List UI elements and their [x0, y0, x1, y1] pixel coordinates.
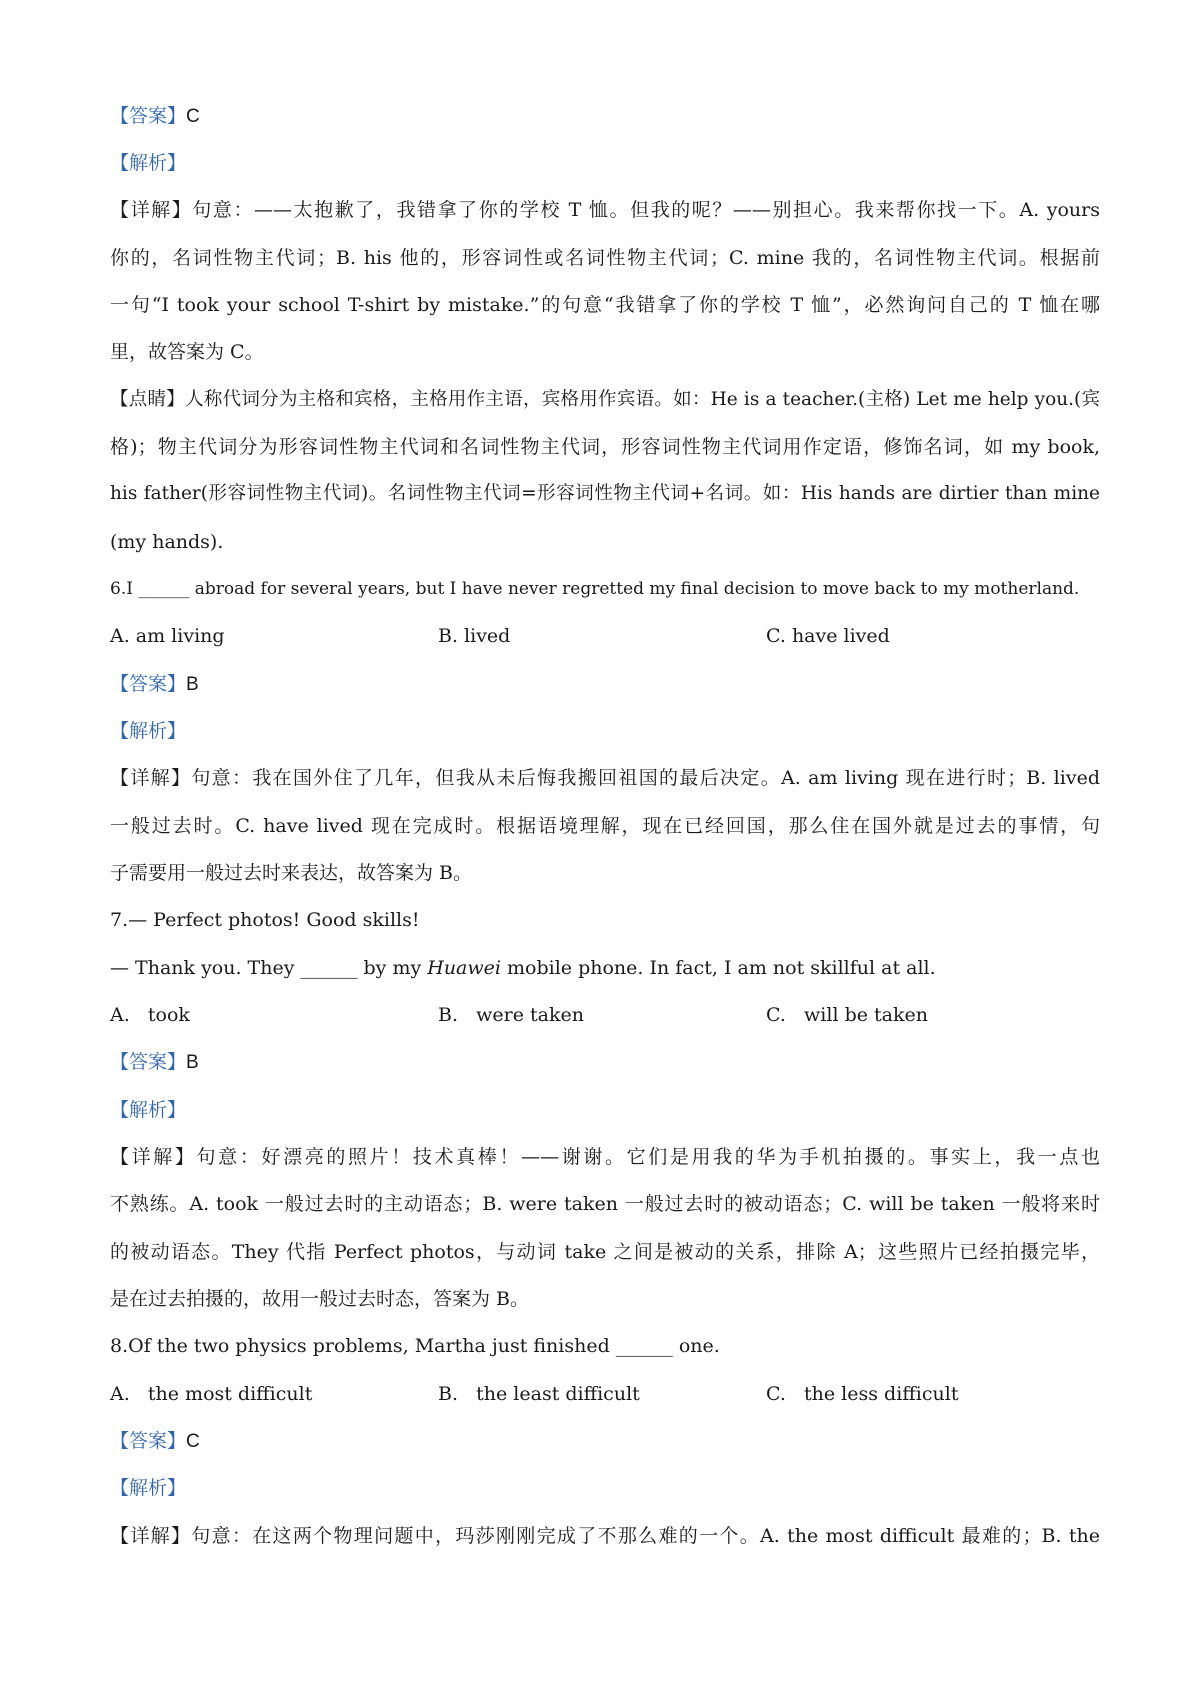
tip-line: 格)；物主代词分为形容词性物主代词和名词性物主代词，形容词性物主代词用作定语，修饰名词，如 my book,	[110, 436, 1100, 458]
option-letter: C.	[766, 1004, 786, 1026]
analysis-line	[110, 719, 1100, 743]
answer-value: C	[186, 1431, 200, 1452]
detail-text: 句意：在这两个物理问题中，玛莎刚刚完成了不那么难的一个。A. the most difficult 最难的；B. the	[191, 1525, 1100, 1547]
option-letter: A.	[110, 1004, 130, 1026]
detail-line: 你的，名词性物主代词；B. his 他的，形容词性或名词性物主代词；C. mine 我的，名词性物主代词。根据前	[110, 247, 1100, 269]
option-text: the least difficult	[476, 1383, 640, 1405]
tip-tag: 【点睛】	[110, 389, 186, 410]
answer-tag: 【答案】	[110, 1430, 187, 1452]
answer-value: C	[186, 106, 200, 127]
analysis-tag: 【解析】	[110, 1099, 187, 1121]
tip-line: (my hands).	[110, 531, 224, 553]
option-text: will be taken	[804, 1004, 928, 1026]
option-text: the most difficult	[147, 1383, 313, 1405]
analysis-line	[110, 151, 1100, 175]
analysis-tag: 【解析】	[110, 720, 187, 742]
answer-tag: 【答案】	[110, 105, 187, 127]
option-c: C. have lived	[766, 625, 890, 647]
analysis-line	[110, 1098, 1100, 1122]
detail-line: 子需要用一般过去时来表达，故答案为 B。	[110, 862, 473, 884]
option-c	[766, 1382, 958, 1406]
analysis-line	[110, 1476, 1100, 1500]
detail-line: 里，故答案为 C。	[110, 341, 264, 363]
analysis-tag: 【解析】	[110, 1477, 187, 1499]
question-stem-line-2	[110, 956, 1100, 980]
option-text: the less difficult	[804, 1383, 959, 1405]
detail-line: 一般过去时。C. have lived 现在完成时。根据语境理解，现在已经回国，那么住在国外就是过去的事情，句	[110, 815, 1100, 837]
option-a	[110, 1003, 190, 1027]
detail-text: 句意：好漂亮的照片！技术真棒！——谢谢。它们是用我的华为手机拍摄的。事实上，我一点也	[196, 1146, 1100, 1168]
detail-tag: 【详解】	[110, 199, 193, 221]
detail-tag: 【详解】	[110, 767, 192, 789]
option-text: were taken	[476, 1004, 584, 1026]
option-a: A. am living	[110, 625, 225, 647]
stem-italic: Huawei	[427, 957, 501, 979]
detail-line	[110, 766, 1100, 790]
answer-line	[110, 104, 1100, 129]
option-text: took	[147, 1004, 190, 1026]
answer-tag: 【答案】	[110, 673, 187, 695]
option-c	[766, 1003, 928, 1027]
option-letter: B.	[438, 1004, 459, 1026]
option-letter: A.	[110, 1383, 130, 1405]
option-b	[438, 1382, 640, 1406]
option-a	[110, 1382, 312, 1406]
option-b	[438, 1003, 584, 1027]
tip-text: 人称代词分为主格和宾格，主格用作主语，宾格用作宾语。如：He is a teacher.(主格) Let me help you.(宾	[185, 389, 1100, 410]
tip-line: his father(形容词性物主代词)。名词性物主代词=形容词性物主代词+名词。如：His hands are dirtier than mine	[110, 483, 1100, 504]
detail-tag: 【详解】	[110, 1525, 192, 1547]
answer-value: B	[186, 1052, 199, 1073]
detail-line: 不熟练。A. took 一般过去时的主动语态；B. were taken 一般过去时的被动语态；C. will be taken 一般将来时	[110, 1193, 1100, 1215]
stem-text: mobile phone. In fact, I am not skillful at all.	[500, 957, 936, 979]
stem-text: — Thank you. They ______ by my	[110, 957, 428, 979]
option-b: B. lived	[438, 625, 511, 647]
answer-line	[110, 1050, 1100, 1075]
question-stem: 7.— Perfect photos! Good skills!	[110, 909, 420, 931]
analysis-tag: 【解析】	[110, 152, 187, 174]
detail-line: 是在过去拍摄的，故用一般过去时态，答案为 B。	[110, 1288, 530, 1310]
answer-tag: 【答案】	[110, 1051, 187, 1073]
question-stem: 6.I ______ abroad for several years, but I have never regretted my final decision to move back to my motherland.	[110, 579, 1080, 599]
detail-line	[110, 1524, 1100, 1548]
detail-line: 一句“I took your school T-shirt by mistake.”的句意“我错拿了你的学校 T 恤”，必然询问自己的 T 恤在哪	[110, 294, 1100, 316]
option-letter: B.	[438, 1383, 459, 1405]
option-letter: C.	[766, 1383, 786, 1405]
detail-text: 句意：——太抱歉了，我错拿了你的学校 T 恤。但我的呢？——别担心。我来帮你找一下。A. yours	[192, 199, 1100, 221]
detail-line	[110, 1145, 1100, 1169]
answer-line	[110, 672, 1100, 697]
detail-tag: 【详解】	[110, 1146, 197, 1168]
question-stem: 8.Of the two physics problems, Martha just finished ______ one.	[110, 1335, 720, 1357]
answer-line	[110, 1429, 1100, 1454]
answer-value: B	[186, 674, 199, 695]
detail-text: 句意：我在国外住了几年，但我从未后悔我搬回祖国的最后决定。A. am living 现在进行时；B. lived	[191, 767, 1100, 789]
tip-line	[110, 388, 1100, 412]
detail-line	[110, 198, 1100, 222]
detail-line: 的被动语态。They 代指 Perfect photos，与动词 take 之间是被动的关系，排除 A；这些照片已经拍摄完毕，	[110, 1241, 1100, 1263]
